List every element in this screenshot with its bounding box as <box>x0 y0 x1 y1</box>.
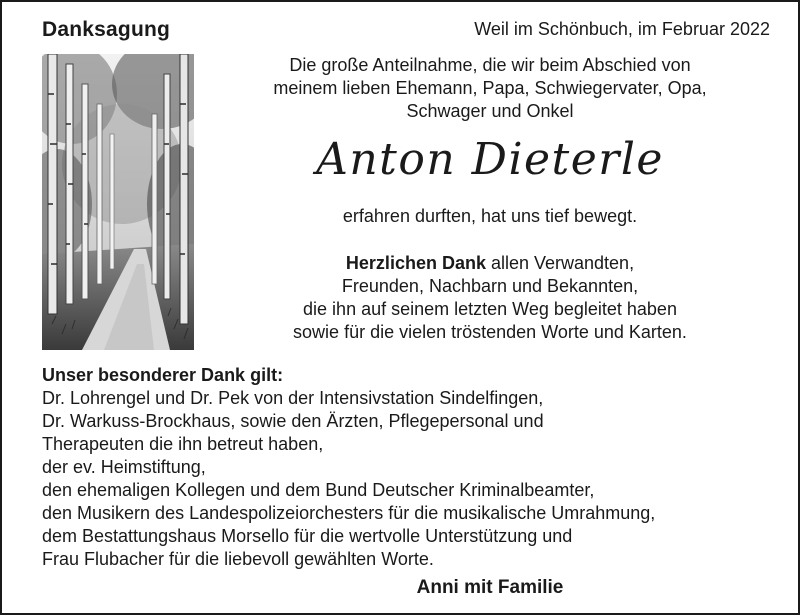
thanks-bold: Herzlichen Dank <box>345 253 486 273</box>
notice-heading: Danksagung <box>42 18 171 41</box>
birch-avenue-photo <box>42 54 194 350</box>
special-thanks-line: Therapeuten die ihn betreut haben, <box>42 434 324 454</box>
moved-text <box>210 205 770 228</box>
special-thanks-line: Frau Flubacher für die liebevoll gewählten Worte. <box>42 549 434 569</box>
moved-line: erfahren durften, hat uns tief bewegt. <box>342 206 638 226</box>
signature: Anni mit Familie <box>416 577 564 598</box>
special-thanks-title: Unser besonderer Dank gilt: <box>42 365 284 385</box>
special-thanks-line: der ev. Heimstiftung, <box>42 457 206 477</box>
birch-avenue-illustration <box>42 54 194 350</box>
special-thanks <box>42 364 655 571</box>
deceased-name: Anton Dieterle <box>316 134 664 185</box>
special-thanks-line: dem Bestattungshaus Morsello für die wertvolle Unterstützung und <box>42 526 573 546</box>
thanks-line: Freunden, Nachbarn und Bekannten, <box>341 276 639 296</box>
special-thanks-line: den Musikern des Landespolizeiorchesters für die musikalische Umrahmung, <box>42 503 656 523</box>
special-thanks-line: Dr. Lohrengel und Dr. Pek von der Intensivstation Sindelfingen, <box>42 388 544 408</box>
intro-line: Schwager und Onkel <box>406 101 574 121</box>
thanks-first-rest: allen Verwandten, <box>485 253 635 273</box>
intro-line: Die große Anteilnahme, die wir beim Abschied von <box>289 55 691 75</box>
thanks-line: sowie für die vielen tröstenden Worte und Karten. <box>293 322 687 342</box>
thanks-line: die ihn auf seinem letzten Weg begleitet haben <box>303 299 677 319</box>
place-date: Weil im Schönbuch, im Februar 2022 <box>474 19 770 39</box>
intro-text <box>210 54 770 123</box>
special-thanks-line: Dr. Warkuss-Brockhaus, sowie den Ärzten, Pflegepersonal und <box>42 411 544 431</box>
special-thanks-line: den ehemaligen Kollegen und dem Bund Deutscher Kriminalbeamter, <box>42 480 595 500</box>
thanks-text <box>210 252 770 344</box>
thanks-line <box>210 252 770 275</box>
intro-line: meinem lieben Ehemann, Papa, Schwiegervater, Opa, <box>273 78 707 98</box>
